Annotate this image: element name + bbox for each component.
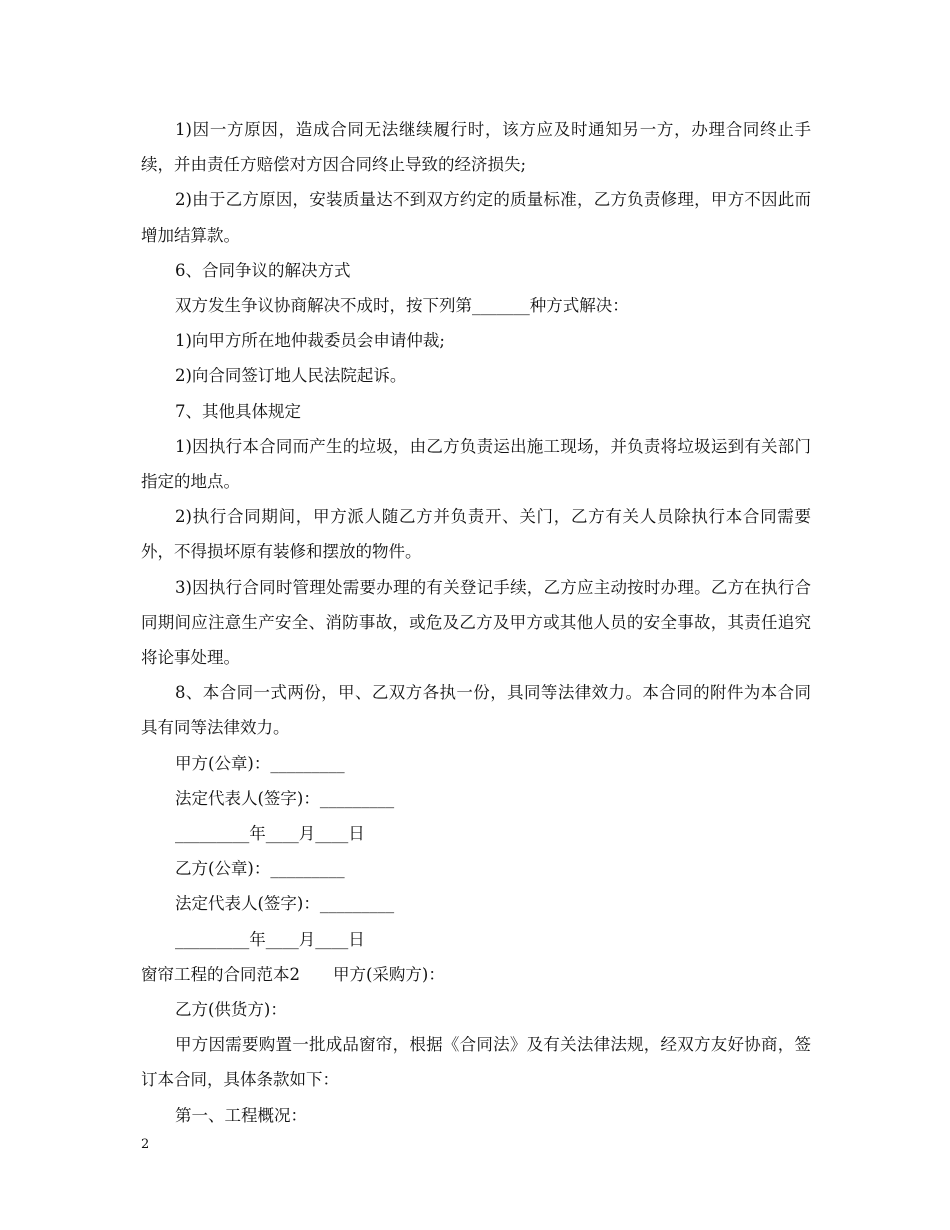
page-number: 2 [141,1137,150,1152]
party-b-date-line: _________年____月____日 [175,929,365,949]
paragraph-purchase-intro: 甲方因需要购置一批成品窗帘，根据《合同法》及有关法律法规，经双方友好协商，签订本合同，具体条款如下： [141,1035,811,1090]
party-b-representative-line: 法定代表人(签字)：_________ [175,894,395,914]
contract-sample-2-heading: 窗帘工程的合同范本2 甲方(采购方)： [141,964,445,984]
paragraph-waste-rule: 1)因执行本合同而产生的垃圾，由乙方负责运出施工现场，并负责将垃圾运到有关部门指定的地点。 [141,436,811,492]
paragraph-access-rule: 2)执行合同期间，甲方派人随乙方并负责开、关门，乙方有关人员除执行本合同需要外，不得损坏原有装修和摆放的物件。 [141,507,811,562]
party-a-seal-line: 甲方(公章)：_________ [175,753,345,773]
document-body [141,112,811,1133]
party-a-date-line: _________年____月____日 [175,824,365,844]
paragraph-quality-clause: 2)由于乙方原因，安装质量达不到双方约定的质量标准，乙方负责修理，甲方不因此而增加结算款。 [141,190,811,245]
section-heading-other-rules: 7、其他具体规定 [175,401,301,421]
section-heading-dispute: 6、合同争议的解决方式 [175,260,351,280]
paragraph-copies-clause: 8、本合同一式两份，甲、乙双方各执一份，具同等法律效力。本合同的附件为本合同具有同等法律效力。 [141,683,811,738]
paragraph-termination-clause: 1)因一方原因，造成合同无法继续履行时，该方应及时通知另一方，办理合同终止手续，并由责任方赔偿对方因合同终止导致的经济损失; [141,120,811,175]
paragraph-safety-rule: 3)因执行合同时管理处需要办理的有关登记手续，乙方应主动按时办理。乙方在执行合同期间应注意生产安全、消防事故，或危及乙方及甲方或其他人员的安全事故，其责任追究将论事处理。 [141,577,811,668]
party-a-representative-line: 法定代表人(签字)：_________ [175,788,395,808]
section-heading-project-overview: 第一、工程概况： [175,1105,307,1125]
paragraph-dispute-method: 双方发生争议协商解决不成时，按下列第_______种方式解决： [175,296,629,316]
paragraph-court-option: 2)向合同签订地人民法院起诉。 [175,366,407,386]
party-b-seal-line: 乙方(公章)：_________ [175,859,345,879]
party-b-supplier-line: 乙方(供货方)： [175,1000,287,1020]
paragraph-arbitration-option: 1)向甲方所在地仲裁委员会申请仲裁; [175,331,445,351]
